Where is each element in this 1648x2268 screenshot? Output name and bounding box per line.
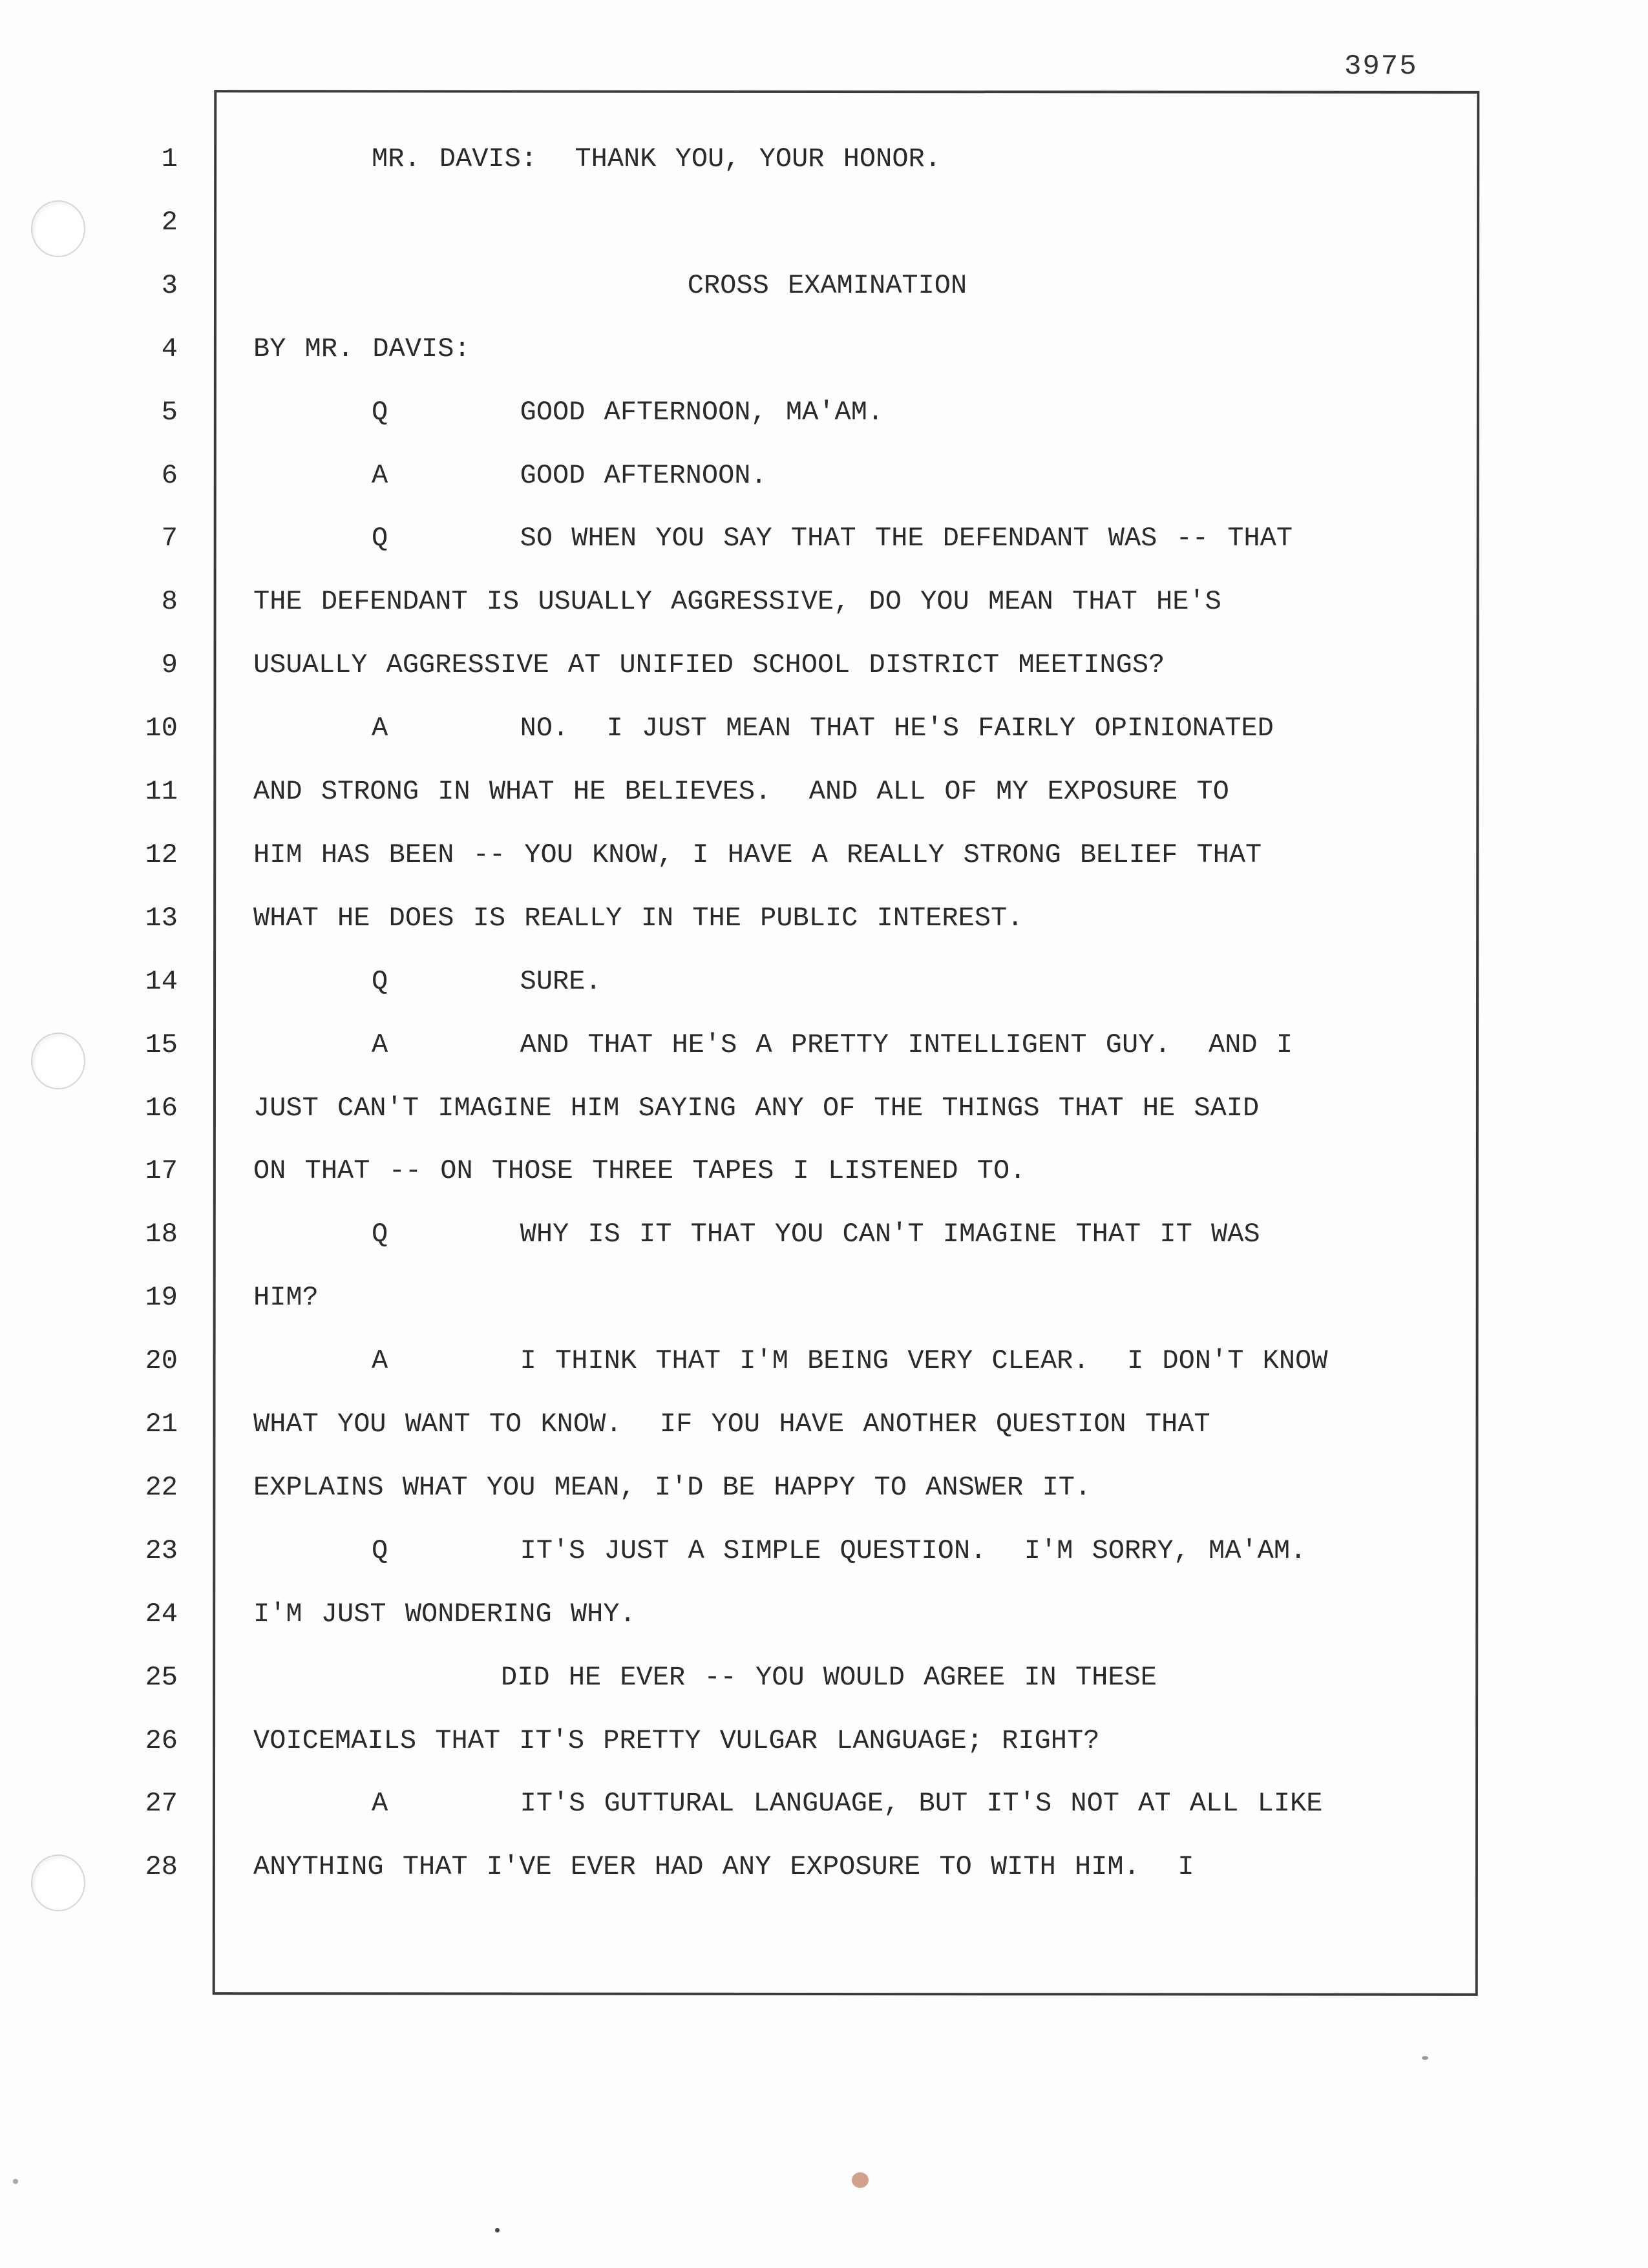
line-number: 22 [145,1471,178,1503]
line-number: 3 [161,269,178,301]
line-number: 9 [161,649,178,681]
transcript-line: Q SURE. [372,965,602,997]
line-number: 6 [161,459,178,491]
line-number: 1 [161,143,178,174]
line-number: 11 [145,776,178,807]
scan-speck [13,2179,18,2184]
transcript-line: DID HE EVER -- YOU WOULD AGREE IN THESE [501,1661,1157,1693]
transcript-line: A AND THAT HE'S A PRETTY INTELLIGENT GUY. AND I [372,1029,1293,1060]
line-number: 10 [145,713,178,744]
transcript-line: BY MR. DAVIS: [253,333,470,364]
transcript-line: JUST CAN'T IMAGINE HIM SAYING ANY OF THE THINGS THAT HE SAID [253,1092,1260,1124]
transcript-line: HIM HAS BEEN -- YOU KNOW, I HAVE A REALLY STRONG BELIEF THAT [253,839,1262,870]
transcript-line: HIM? [253,1282,319,1314]
transcript-line: USUALLY AGGRESSIVE AT UNIFIED SCHOOL DISTRICT MEETINGS? [253,649,1165,681]
line-number: 13 [145,902,178,934]
line-number: 19 [145,1282,178,1314]
hole-punch-bottom [31,1854,85,1911]
line-number: 7 [161,523,178,554]
line-number: 15 [145,1029,178,1060]
transcript-line: VOICEMAILS THAT IT'S PRETTY VULGAR LANGUAGE; RIGHT? [253,1725,1100,1756]
transcript-line: ON THAT -- ON THOSE THREE TAPES I LISTENED TO. [253,1155,1026,1187]
line-number: 26 [145,1725,178,1756]
line-number: 4 [161,333,178,364]
line-number: 12 [145,839,178,870]
page-number: 3975 [1344,50,1418,83]
line-number: 16 [145,1092,178,1124]
transcript-line: WHAT HE DOES IS REALLY IN THE PUBLIC INTEREST. [253,902,1024,934]
transcript-line: A GOOD AFTERNOON. [372,459,767,491]
transcript-line: AND STRONG IN WHAT HE BELIEVES. AND ALL OF MY EXPOSURE TO [253,776,1229,807]
transcript-line: I'M JUST WONDERING WHY. [253,1598,636,1630]
line-number: 17 [145,1155,178,1187]
scan-speck [852,2172,869,2188]
line-number: 21 [145,1409,178,1440]
line-number: 5 [161,396,178,428]
scan-speck [495,2228,500,2232]
line-number: 25 [145,1661,178,1693]
line-number: 28 [145,1851,178,1883]
transcript-line: EXPLAINS WHAT YOU MEAN, I'D BE HAPPY TO ANSWER IT. [253,1471,1092,1503]
transcript-line: Q GOOD AFTERNOON, MA'AM. [372,396,884,428]
line-number: 24 [145,1598,178,1630]
line-number: 27 [145,1788,178,1820]
line-number: 20 [145,1345,178,1377]
transcript-line: WHAT YOU WANT TO KNOW. IF YOU HAVE ANOTHER QUESTION THAT [253,1409,1210,1440]
transcript-line: A I THINK THAT I'M BEING VERY CLEAR. I DON'T KNOW [372,1345,1328,1377]
line-number: 23 [145,1535,178,1566]
hole-punch-middle [31,1033,85,1089]
scan-speck [1422,2056,1428,2060]
transcript-line: Q WHY IS IT THAT YOU CAN'T IMAGINE THAT IT WAS [372,1219,1260,1250]
line-number: 2 [161,206,178,238]
transcript-line: A NO. I JUST MEAN THAT HE'S FAIRLY OPINIONATED [372,713,1274,744]
line-number: 8 [161,586,178,618]
transcript-line: Q SO WHEN YOU SAY THAT THE DEFENDANT WAS -- THAT [372,523,1293,554]
transcript-line: ANYTHING THAT I'VE EVER HAD ANY EXPOSURE TO WITH HIM. I [253,1851,1194,1883]
hole-punch-top [31,200,85,257]
transcript-line: Q IT'S JUST A SIMPLE QUESTION. I'M SORRY, MA'AM. [372,1535,1307,1566]
line-number: 18 [145,1219,178,1250]
transcript-line: A IT'S GUTTURAL LANGUAGE, BUT IT'S NOT AT ALL LIKE [372,1788,1323,1820]
transcript-line: CROSS EXAMINATION [687,269,967,301]
transcript-line: THE DEFENDANT IS USUALLY AGGRESSIVE, DO YOU MEAN THAT HE'S [253,586,1221,618]
transcript-line: MR. DAVIS: THANK YOU, YOUR HONOR. [372,143,941,174]
line-number: 14 [145,965,178,997]
